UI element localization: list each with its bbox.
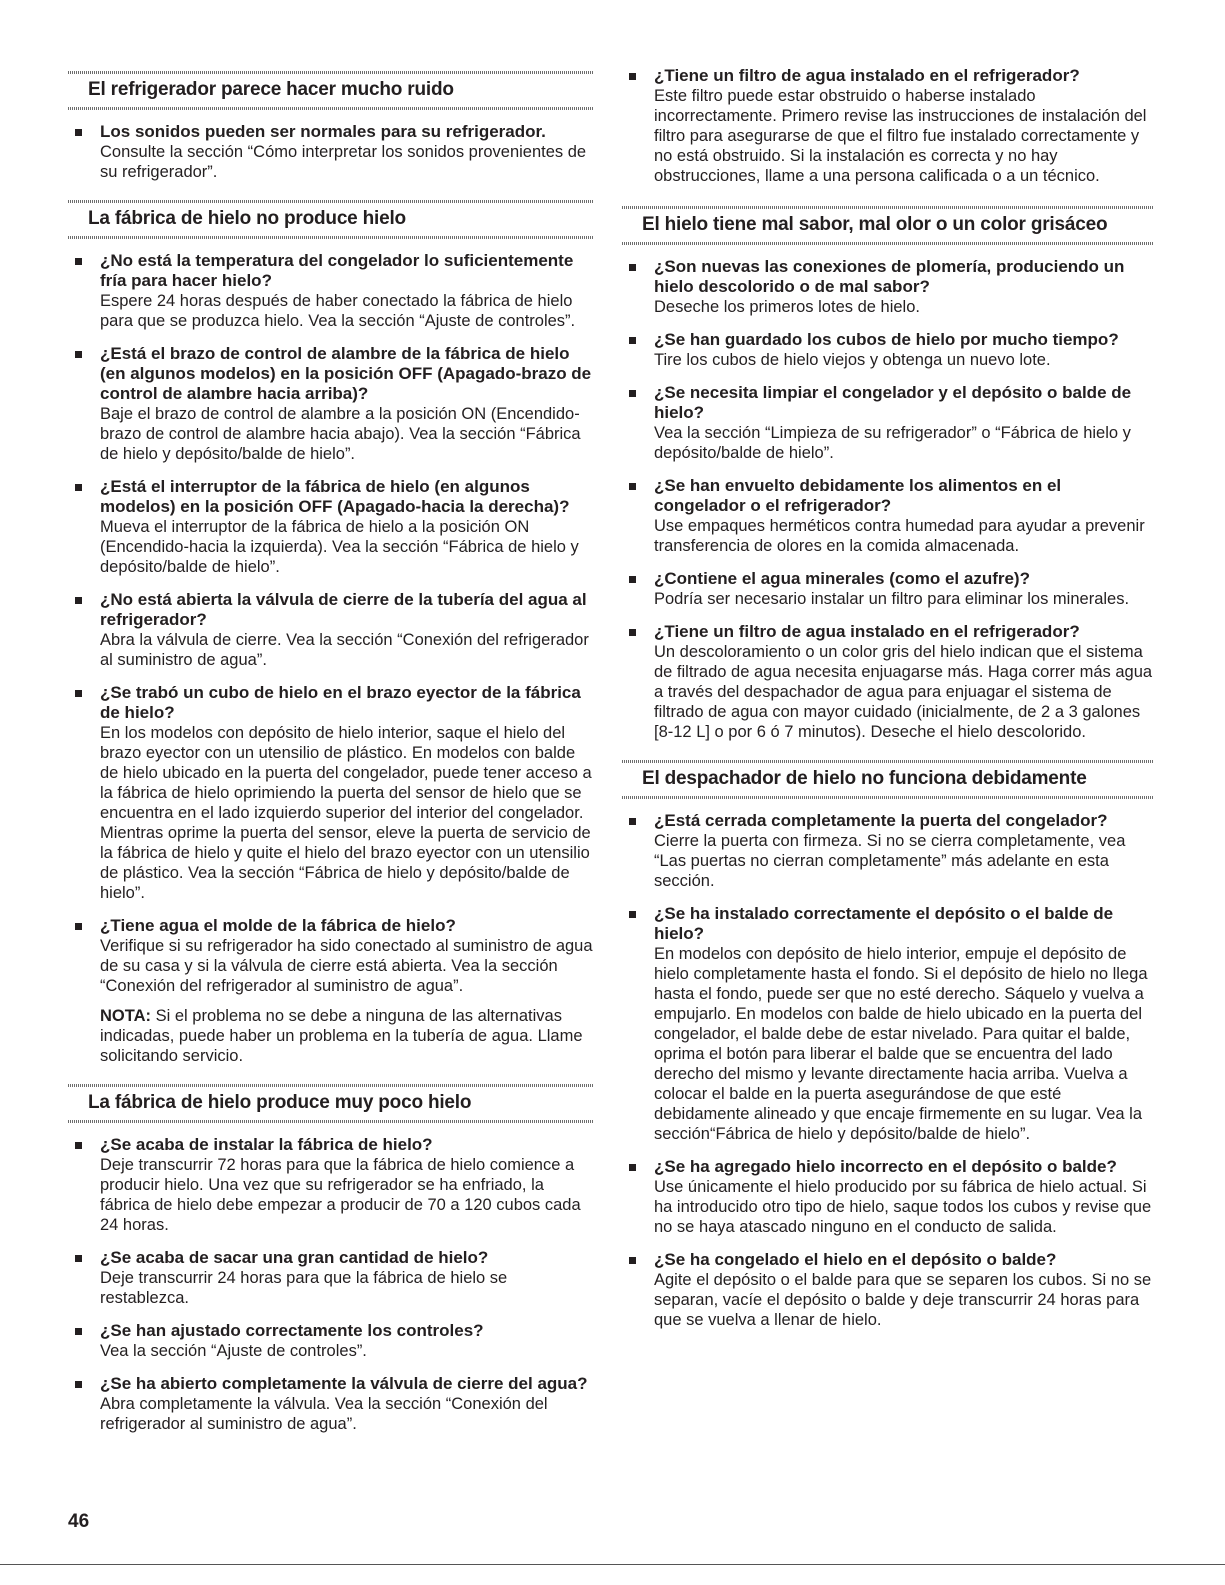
- troubleshoot-item: [68, 590, 594, 670]
- item-answer: Deje transcurrir 24 horas para que la fábrica de hielo se restablezca.: [100, 1269, 508, 1307]
- item-question: ¿Se han ajustado correctamente los controles?: [100, 1321, 484, 1340]
- square-bullet-icon: [75, 1381, 82, 1388]
- square-bullet-icon: [75, 129, 82, 136]
- square-bullet-icon: [629, 337, 636, 344]
- square-bullet-icon: [75, 351, 82, 358]
- troubleshoot-item: [622, 257, 1154, 317]
- troubleshoot-item: [622, 383, 1154, 463]
- section-title: La fábrica de hielo produce muy poco hielo: [88, 1092, 472, 1113]
- square-bullet-icon: [629, 483, 636, 490]
- troubleshoot-item: [68, 1321, 594, 1361]
- section-title: El despachador de hielo no funciona debidamente: [642, 768, 1087, 789]
- section-header: [68, 195, 594, 241]
- item-question: ¿Son nuevas las conexiones de plomería, produciendo un hielo descolorido o de mal sabor?: [654, 257, 1125, 296]
- troubleshoot-item: [68, 477, 594, 577]
- square-bullet-icon: [629, 1257, 636, 1264]
- item-question: ¿Tiene agua el molde de la fábrica de hielo?: [100, 916, 456, 935]
- item-question: ¿Se ha congelado el hielo en el depósito o balde?: [654, 1250, 1057, 1269]
- troubleshoot-item: [622, 569, 1154, 609]
- item-answer: En los modelos con depósito de hielo interior, saque el hielo del brazo eyector con un utensilio de plástico. En modelos con balde de hielo ubicado en la puerta del congelador, puede tener acceso a la fábrica de hielo oprimiendo la puerta del sensor de hielo que se encuentra en el lado izquierdo superior del interior del congelador. Mientras oprime la puerta del sensor, eleve la puerta de servicio de la fábrica de hielo y quite el hielo del brazo eyector con un utensilio de plástico. Vea la sección “Fábrica de hielo y depósito/balde de hielo”.: [100, 724, 592, 902]
- section-header: [68, 66, 594, 112]
- square-bullet-icon: [75, 1142, 82, 1149]
- square-bullet-icon: [629, 73, 636, 80]
- item-answer: Podría ser necesario instalar un filtro para eliminar los minerales.: [654, 590, 1130, 608]
- item-answer: Vea la sección “Ajuste de controles”.: [100, 1342, 367, 1360]
- item-answer: Deje transcurrir 72 horas para que la fábrica de hielo comience a producir hielo. Una vez que su refrigerador se ha enfriado, la fábrica de hielo debe empezar a producir de 70 a 120 cubos cada 24 horas.: [100, 1156, 581, 1234]
- square-bullet-icon: [75, 1255, 82, 1262]
- item-answer: Abra completamente la válvula. Vea la sección “Conexión del refrigerador al suministro de agua”.: [100, 1395, 548, 1433]
- item-question: ¿Se trabó un cubo de hielo en el brazo eyector de la fábrica de hielo?: [100, 683, 581, 722]
- section-bad-taste: [622, 201, 1154, 742]
- section-header: [622, 201, 1154, 247]
- item-answer: Use empaques herméticos contra humedad para ayudar a prevenir transferencia de olores en la comida almacenada.: [654, 517, 1145, 555]
- item-question: ¿Se acaba de instalar la fábrica de hielo?: [100, 1135, 433, 1154]
- troubleshoot-item: [622, 66, 1154, 186]
- item-answer: Deseche los primeros lotes de hielo.: [654, 298, 920, 316]
- item-question: ¿Contiene el agua minerales (como el azufre)?: [654, 569, 1030, 588]
- item-answer: Un descoloramiento o un color gris del hielo indican que el sistema de filtrado de agua necesita enjuagarse más. Haga correr más agua a través del despachador de agua para enjuagar el sistema de filtrado de agua con mayor cuidado (inicialmente, de 2 a 3 galones [8-12 L] o por 6 ó 7 minutos). Deseche el hielo descolorido.: [654, 643, 1153, 741]
- item-answer: En modelos con depósito de hielo interior, empuje el depósito de hielo completamente hasta el fondo. Si el depósito de hielo no llega hasta el fondo, puede ser que no esté derecho. Sáquelo y vuelva a empujarlo. En modelos con balde de hielo ubicado en la puerta del congelador, el balde debe de estar nivelado. Para quitar el balde, oprima el botón para liberar el balde que se encuentra del lado derecho del mismo y levante directamente hacia arriba. Vuelva a colocar el balde en la puerta asegurándose de que esté debidamente alineado y que encaje firmemente en su lugar. Vea la sección“Fábrica de hielo y depósito/balde de hielo”.: [654, 945, 1148, 1143]
- item-question: ¿Se ha agregado hielo incorrecto en el depósito o balde?: [654, 1157, 1117, 1176]
- troubleshoot-item: [68, 344, 594, 464]
- item-answer: Mueva el interruptor de la fábrica de hielo a la posición ON (Encendido-hacia la izquierda). Vea la sección “Fábrica de hielo y depósito/balde de hielo”.: [100, 518, 579, 576]
- item-question: ¿Tiene un filtro de agua instalado en el refrigerador?: [654, 66, 1080, 85]
- item-question: ¿Está el brazo de control de alambre de la fábrica de hielo (en algunos modelos) en la posición OFF (Apagado-brazo de control de alambre hacia arriba)?: [100, 344, 592, 403]
- item-question: ¿Se ha instalado correctamente el depósito o el balde de hielo?: [654, 904, 1114, 943]
- section-title: El refrigerador parece hacer mucho ruido: [88, 79, 454, 100]
- troubleshoot-item: [622, 1250, 1154, 1330]
- square-bullet-icon: [75, 258, 82, 265]
- troubleshoot-item: [68, 1374, 594, 1434]
- square-bullet-icon: [75, 597, 82, 604]
- troubleshoot-item: [68, 916, 594, 1066]
- troubleshoot-item: [622, 1157, 1154, 1237]
- note-label: NOTA:: [100, 1007, 152, 1025]
- note-text: Si el problema no se debe a ninguna de las alternativas indicadas, puede haber un problema en la tubería de agua. Llame solicitando servicio.: [100, 1007, 583, 1065]
- troubleshoot-item: [622, 904, 1154, 1144]
- item-question: ¿Se acaba de sacar una gran cantidad de hielo?: [100, 1248, 489, 1267]
- square-bullet-icon: [629, 390, 636, 397]
- troubleshoot-item: [68, 122, 594, 182]
- square-bullet-icon: [629, 264, 636, 271]
- item-question: ¿Se han envuelto debidamente los alimentos en el congelador o el refrigerador?: [654, 476, 1062, 515]
- item-answer: Vea la sección “Limpieza de su refrigerador” o “Fábrica de hielo y depósito/balde de hielo”.: [654, 424, 1131, 462]
- troubleshoot-item: [68, 683, 594, 903]
- item-answer: Cierre la puerta con firmeza. Si no se cierra completamente, vea “Las puertas no cierran completamente” más adelante en esta sección.: [654, 832, 1126, 890]
- section-header: [68, 1079, 594, 1125]
- item-answer: Abra la válvula de cierre. Vea la sección “Conexión del refrigerador al suministro de agua”.: [100, 631, 589, 669]
- item-answer: Verifique si su refrigerador ha sido conectado al suministro de agua de su casa y si la válvula de cierre está abierta. Vea la sección “Conexión del refrigerador al suministro de agua”.: [100, 937, 593, 995]
- item-answer: Baje el brazo de control de alambre a la posición ON (Encendido-brazo de control de alambre hacia abajo). Vea la sección “Fábrica de hielo y depósito/balde de hielo”.: [100, 405, 581, 463]
- item-question: Los sonidos pueden ser normales para su refrigerador.: [100, 122, 546, 141]
- square-bullet-icon: [75, 690, 82, 697]
- right-column: [622, 66, 1154, 1343]
- item-question: ¿Está el interruptor de la fábrica de hielo (en algunos modelos) en la posición OFF (Apagado-hacia la derecha)?: [100, 477, 570, 516]
- item-answer: Espere 24 horas después de haber conectado la fábrica de hielo para que se produzca hielo. Vea la sección “Ajuste de controles”.: [100, 292, 576, 330]
- square-bullet-icon: [629, 911, 636, 918]
- square-bullet-icon: [629, 576, 636, 583]
- item-question: ¿Está cerrada completamente la puerta del congelador?: [654, 811, 1108, 830]
- section-header: [622, 755, 1154, 801]
- section-little-ice: [68, 1079, 594, 1434]
- item-question: ¿Se ha abierto completamente la válvula de cierre del agua?: [100, 1374, 588, 1393]
- troubleshoot-item: [622, 811, 1154, 891]
- item-answer: Tire los cubos de hielo viejos y obtenga un nuevo lote.: [654, 351, 1051, 369]
- square-bullet-icon: [75, 484, 82, 491]
- square-bullet-icon: [75, 1328, 82, 1335]
- bottom-rule: [0, 1564, 1225, 1565]
- note: [100, 1006, 594, 1066]
- square-bullet-icon: [75, 923, 82, 930]
- section-noise: [68, 66, 594, 182]
- troubleshoot-item: [622, 330, 1154, 370]
- square-bullet-icon: [629, 1164, 636, 1171]
- square-bullet-icon: [629, 629, 636, 636]
- item-question: ¿Se han guardado los cubos de hielo por mucho tiempo?: [654, 330, 1119, 349]
- item-question: ¿Tiene un filtro de agua instalado en el refrigerador?: [654, 622, 1080, 641]
- square-bullet-icon: [629, 818, 636, 825]
- item-question: ¿No está abierta la válvula de cierre de la tubería del agua al refrigerador?: [100, 590, 587, 629]
- item-answer: Use únicamente el hielo producido por su fábrica de hielo actual. Si ha introducido otro tipo de hielo, saque todos los cubos y revise que no se haya atascado ninguno en el conducto de salida.: [654, 1178, 1152, 1236]
- page-number: 46: [68, 1511, 90, 1532]
- item-question: ¿Se necesita limpiar el congelador y el depósito o balde de hielo?: [654, 383, 1132, 422]
- section-no-ice: [68, 195, 594, 1066]
- item-answer: Este filtro puede estar obstruido o haberse instalado incorrectamente. Primero revise las instrucciones de instalación del filtro para asegurarse de que el filtro fue instalado correctamente y no está obstruido. Si la instalación es correcta y no hay obstrucciones, llame a una persona calificada o a un técnico.: [654, 87, 1147, 185]
- troubleshoot-item: [68, 1248, 594, 1308]
- left-column: [68, 66, 594, 1447]
- troubleshoot-item: [68, 251, 594, 331]
- item-answer: Consulte la sección “Cómo interpretar los sonidos provenientes de su refrigerador”.: [100, 143, 587, 181]
- section-dispenser: [622, 755, 1154, 1330]
- troubleshoot-item: [622, 476, 1154, 556]
- troubleshoot-item: [622, 622, 1154, 742]
- item-question: ¿No está la temperatura del congelador lo suficientemente fría para hacer hielo?: [100, 251, 574, 290]
- section-title: El hielo tiene mal sabor, mal olor o un color grisáceo: [642, 214, 1108, 235]
- item-answer: Agite el depósito o el balde para que se separen los cubos. Si no se separan, vacíe el depósito o balde y deje transcurrir 24 horas para que se vuelva a llenar de hielo.: [654, 1271, 1152, 1329]
- troubleshoot-item: [68, 1135, 594, 1235]
- section-title: La fábrica de hielo no produce hielo: [88, 208, 406, 229]
